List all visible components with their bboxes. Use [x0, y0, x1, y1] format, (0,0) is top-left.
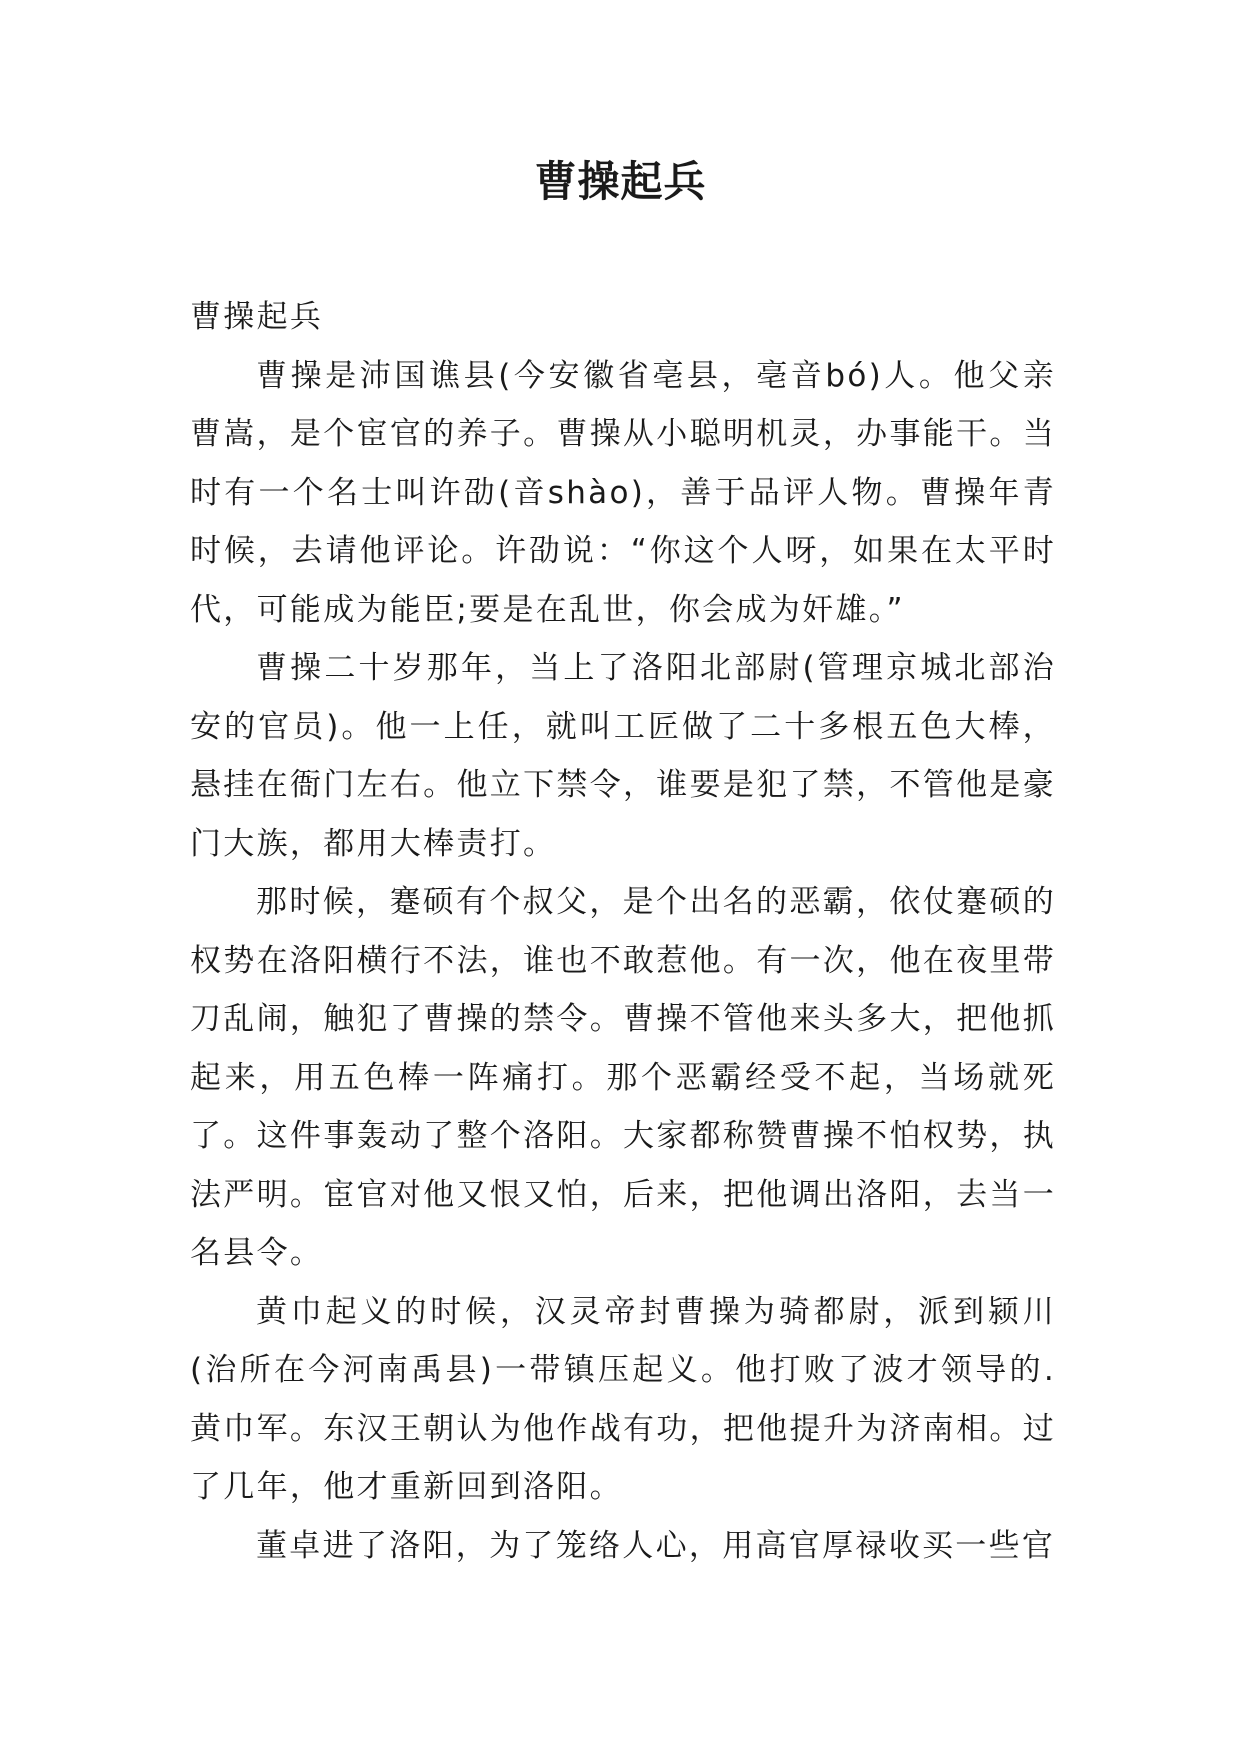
paragraph: 曹操二十岁那年，当上了洛阳北部尉(管理京城北部治安的官员)。他一上任，就叫工匠做了二十多根五色大棒，悬挂在衙门左右。他立下禁令，谁要是犯了禁，不管他是豪门大族，都用大棒责打。 — [190, 650, 1056, 862]
paragraph: 曹操是沛国谯县(今安徽省亳县，亳音bó)人。他父亲曹嵩，是个宦官的养子。曹操从小聪明机灵，办事能干。当时有一个名士叫许劭(音shào)，善于品评人物。曹操年青时候，去请他评论。许劭说：“你这个人呀，如果在太平时代，可能成为能臣;要是在乱世，你会成为奸雄。” — [190, 357, 1056, 628]
document-body — [190, 288, 1056, 1575]
paragraph: 那时候，蹇硕有个叔父，是个出名的恶霸，依仗蹇硕的权势在洛阳横行不法，谁也不敢惹他。有一次，他在夜里带刀乱闹，触犯了曹操的禁令。曹操不管他来头多大，把他抓起来，用五色棒一阵痛打。那个恶霸经受不起，当场就死了。这件事轰动了整个洛阳。大家都称赞曹操不怕权势，执法严明。宦官对他又恨又怕，后来，把他调出洛阳，去当一名县令。 — [190, 884, 1056, 1271]
document-title: 曹操起兵 — [534, 157, 707, 206]
paragraph: 黄巾起义的时候，汉灵帝封曹操为骑都尉，派到颍川(治所在今河南禹县)一带镇压起义。他打败了波才领导的.黄巾军。东汉王朝认为他作战有功，把他提升为济南相。过了几年，他才重新回到洛阳。 — [190, 1293, 1056, 1505]
paragraph: 董卓进了洛阳，为了笼络人心，用高官厚禄收买一些官 — [256, 1527, 1056, 1564]
section-heading: 曹操起兵 — [190, 299, 324, 335]
